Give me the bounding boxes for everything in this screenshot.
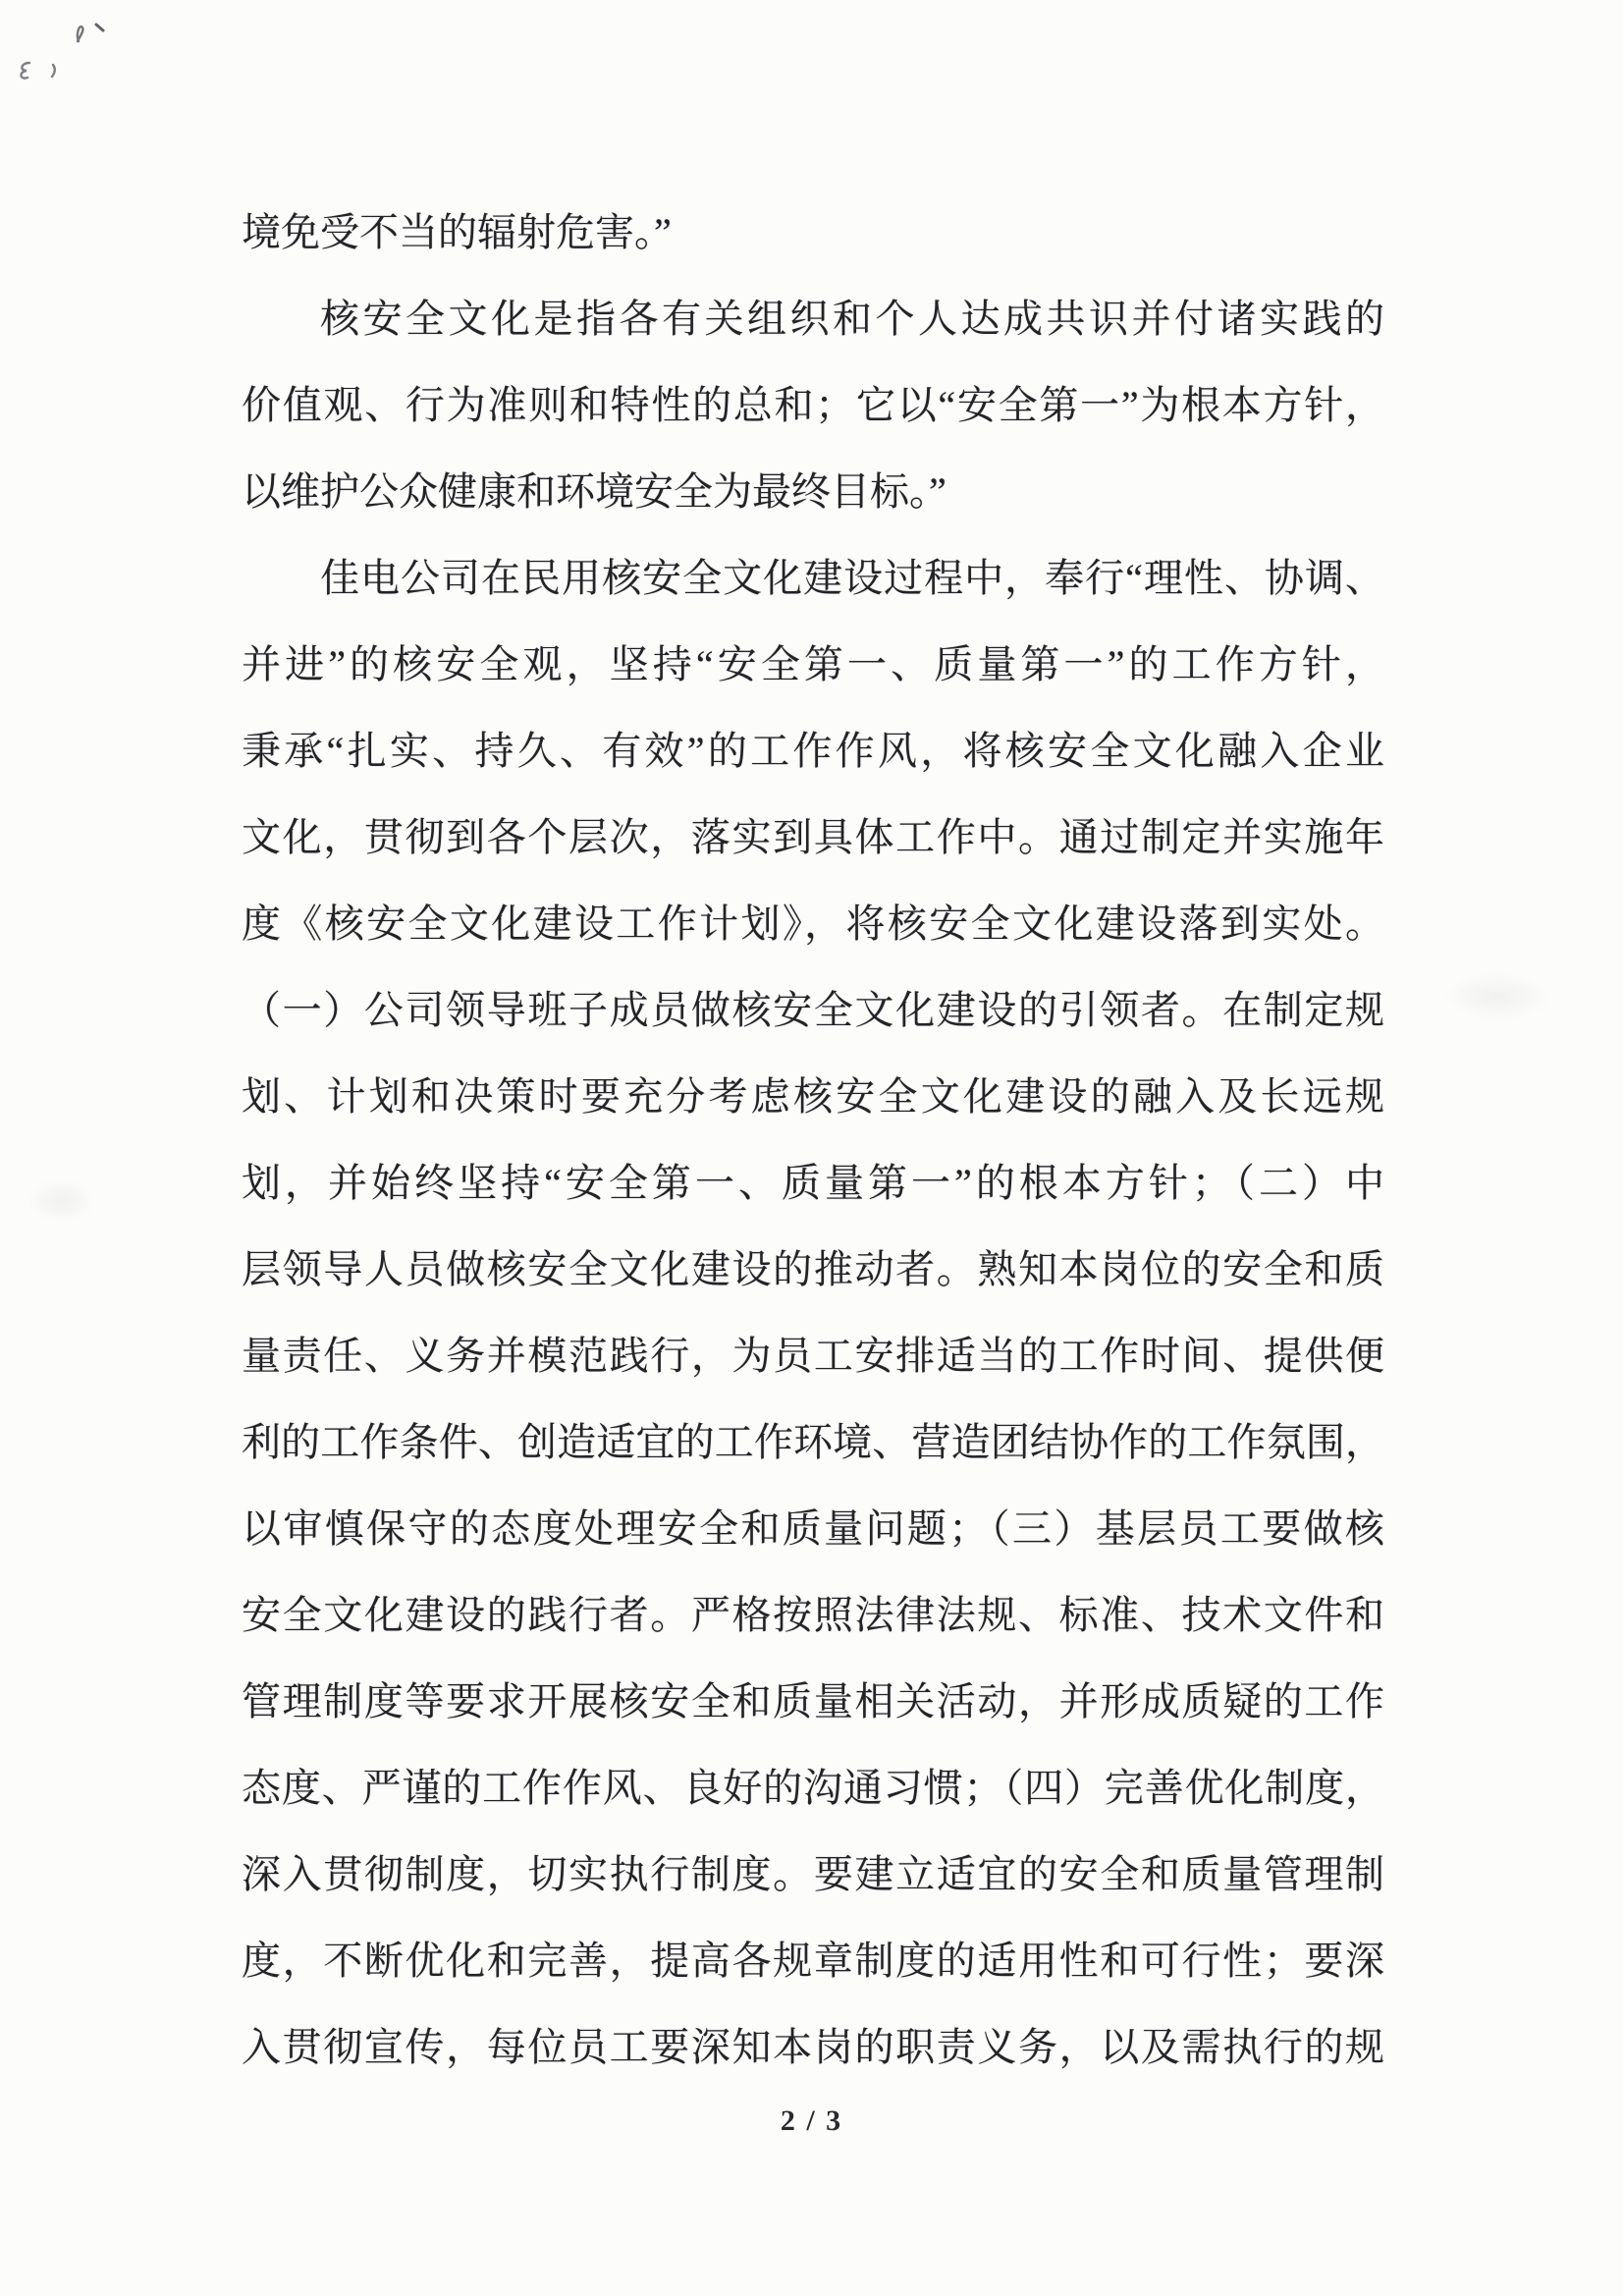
- text-line: 深入贯彻制度，切实执行制度。要建立适宜的安全和质量管理制: [242, 1852, 1384, 1896]
- text-line: 境免受不当的辐射危害。”: [242, 210, 672, 254]
- text-line: 利的工作条件、创造适宜的工作环境、营造团结协作的工作氛围，: [242, 1420, 1384, 1464]
- scan-smudge: [27, 1178, 96, 1224]
- text-line: 文化，贯彻到各个层次，落实到具体工作中。通过制定并实施年: [242, 815, 1384, 859]
- text-line: 核安全文化是指各有关组织和个人达成共识并付诸实践的: [320, 297, 1384, 341]
- text-line: 入贯彻宣传，每位员工要深知本岗的职责义务，以及需执行的规: [242, 2025, 1384, 2069]
- text-line: 佳电公司在民用核安全文化建设过程中，奉行“理性、协调、: [320, 556, 1384, 600]
- pen-mark-icon: [67, 16, 110, 49]
- scan-smudge: [1443, 972, 1551, 1021]
- text-block: [242, 190, 1384, 2091]
- page-number: 2 / 3: [780, 2105, 843, 2137]
- pen-mark-icon: [14, 55, 69, 86]
- text-line: 量责任、义务并模范践行，为员工安排适当的工作时间、提供便: [242, 1334, 1384, 1378]
- text-line: 划，并始终坚持“安全第一、质量第一”的根本方针；（二）中: [242, 1161, 1384, 1205]
- text-line: 价值观、行为准则和特性的总和；它以“安全第一”为根本方针，: [242, 383, 1384, 427]
- text-line: 以审慎保守的态度处理安全和质量问题；（三）基层员工要做核: [242, 1506, 1384, 1551]
- text-line: 秉承“扎实、持久、有效”的工作作风，将核安全文化融入企业: [242, 729, 1384, 773]
- text-line: 划、计划和决策时要充分考虑核安全文化建设的融入及长远规: [242, 1074, 1384, 1119]
- text-line: 层领导人员做核安全文化建设的推动者。熟知本岗位的安全和质: [242, 1247, 1384, 1291]
- text-line: 态度、严谨的工作作风、良好的沟通习惯；（四）完善优化制度，: [242, 1766, 1384, 1810]
- text-line: 并进”的核安全观，坚持“安全第一、质量第一”的工作方针，: [242, 642, 1384, 686]
- text-line: （一）公司领导班子成员做核安全文化建设的引领者。在制定规: [242, 988, 1384, 1032]
- text-line: 安全文化建设的践行者。严格按照法律法规、标准、技术文件和: [242, 1593, 1384, 1637]
- text-line: 以维护公众健康和环境安全为最终目标。”: [242, 469, 947, 514]
- text-line: 度《核安全文化建设工作计划》，将核安全文化建设落到实处。: [242, 902, 1384, 946]
- text-line: 度，不断优化和完善，提高各规章制度的适用性和可行性；要深: [242, 1939, 1384, 1983]
- text-line: 管理制度等要求开展核安全和质量相关活动，并形成质疑的工作: [242, 1679, 1384, 1723]
